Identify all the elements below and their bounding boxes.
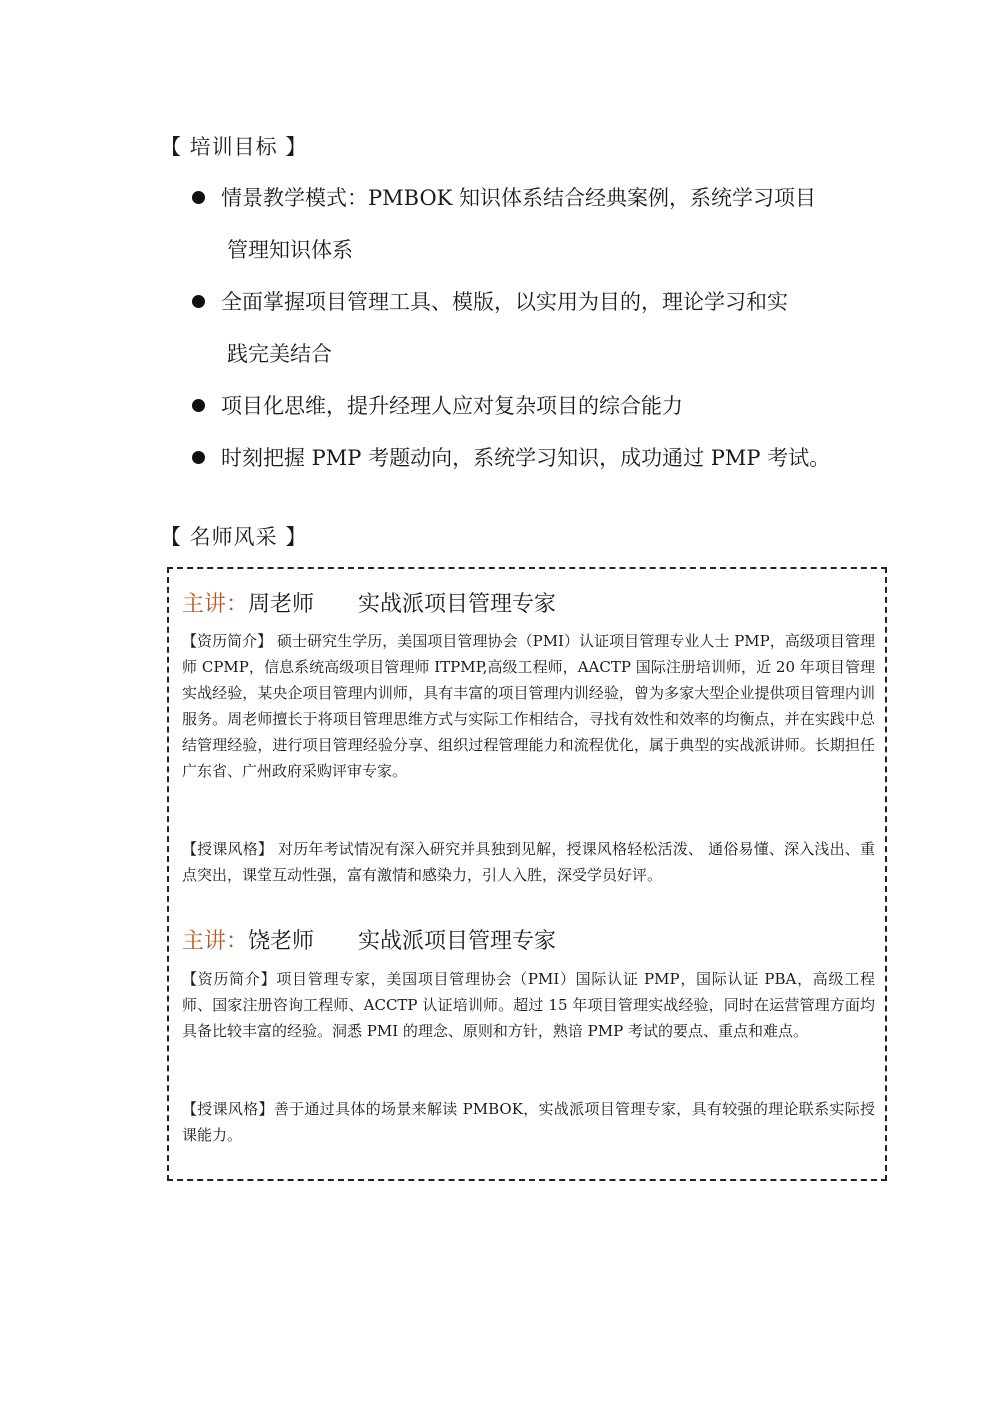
list-item-text: 全面掌握项目管理工具、模版，以实用为目的，理论学习和实 — [221, 290, 788, 314]
list-item-continuation: 管理知识体系 — [227, 238, 353, 262]
teacher-title-prefix: 主讲： — [182, 592, 249, 617]
bio-text: 硕士研究生学历，美国项目管理协会（PMI）认证项目管理专业人士 PMP，高级项目管理师 CPMP，信息系统高级项目管理师 ITPMP,高级工程师，AACTP 国际注册培训师，近 20 年项目管理实战经验，某央企项目管理内训师，具有丰富的项目管理内训经验，曾为多家大型企业提供项目管理内训服务。周老师擅长于将项目管理思维方式与实际工作相结合，寻找有效性和效率的均衡点，并在实践中总结管理经验，进行项目管理经验分享、组织过程管理能力和流程优化，属于典型的实战派讲师。长期担任广东省、广州政府采购评审专家。 — [182, 632, 875, 780]
teacher-title-text: 周老师 实战派项目管理专家 — [248, 592, 557, 617]
style-label: 【授课风格】 — [182, 840, 274, 858]
teacher-style — [182, 1096, 875, 1148]
style-text: 善于通过具体的场景来解读 PMBOK，实战派项目管理专家，具有较强的理论联系实际授课能力。 — [182, 1100, 875, 1144]
bullet-dot-icon — [192, 451, 205, 464]
list-item-text: 情景教学模式：PMBOK 知识体系结合经典案例，系统学习项目 — [221, 186, 817, 210]
teacher-title-text: 饶老师 实战派项目管理专家 — [248, 929, 557, 954]
bio-text: 项目管理专家，美国项目管理协会（PMI）国际认证 PMP，国际认证 PBA，高级工程师、国家注册咨询工程师、ACCTP 认证培训师。超过 15 年项目管理实战经验，同时在运营管理方面均具备比较丰富的经验。洞悉 PMI 的理念、原则和方针，熟谙 PMP 考试的要点、重点和难点。 — [182, 970, 875, 1040]
bio-label: 【资历简介】 — [182, 632, 273, 650]
list-item — [192, 380, 862, 432]
bullet-dot-icon — [192, 191, 205, 204]
training-goals-heading: 【 培训目标 】 — [160, 135, 308, 159]
bio-label: 【资历简介】 — [182, 970, 277, 988]
list-item-continuation: 践完美结合 — [227, 342, 332, 366]
teacher-box — [167, 567, 887, 1181]
list-item-text: 项目化思维，提升经理人应对复杂项目的综合能力 — [221, 394, 683, 418]
list-item-text: 时刻把握 PMP 考题动向，系统学习知识，成功通过 PMP 考试。 — [221, 446, 831, 470]
bullet-dot-icon — [192, 399, 205, 412]
teacher-style — [182, 836, 875, 888]
teacher-title — [182, 587, 556, 618]
list-item — [192, 172, 862, 276]
style-text: 对历年考试情况有深入研究并具独到见解，授课风格轻松活泼、 通俗易懂、深入浅出、重点突出，课堂互动性强，富有激情和感染力，引人入胜，深受学员好评。 — [182, 840, 875, 884]
list-item — [192, 432, 862, 484]
teacher-bio — [182, 966, 875, 1044]
teacher-title-prefix: 主讲： — [182, 929, 249, 954]
teacher-title — [182, 924, 556, 955]
teacher-bio — [182, 628, 875, 784]
bullet-dot-icon — [192, 295, 205, 308]
style-label: 【授课风格】 — [182, 1100, 274, 1118]
teachers-heading: 【 名师风采 】 — [160, 525, 308, 549]
list-item — [192, 276, 862, 380]
